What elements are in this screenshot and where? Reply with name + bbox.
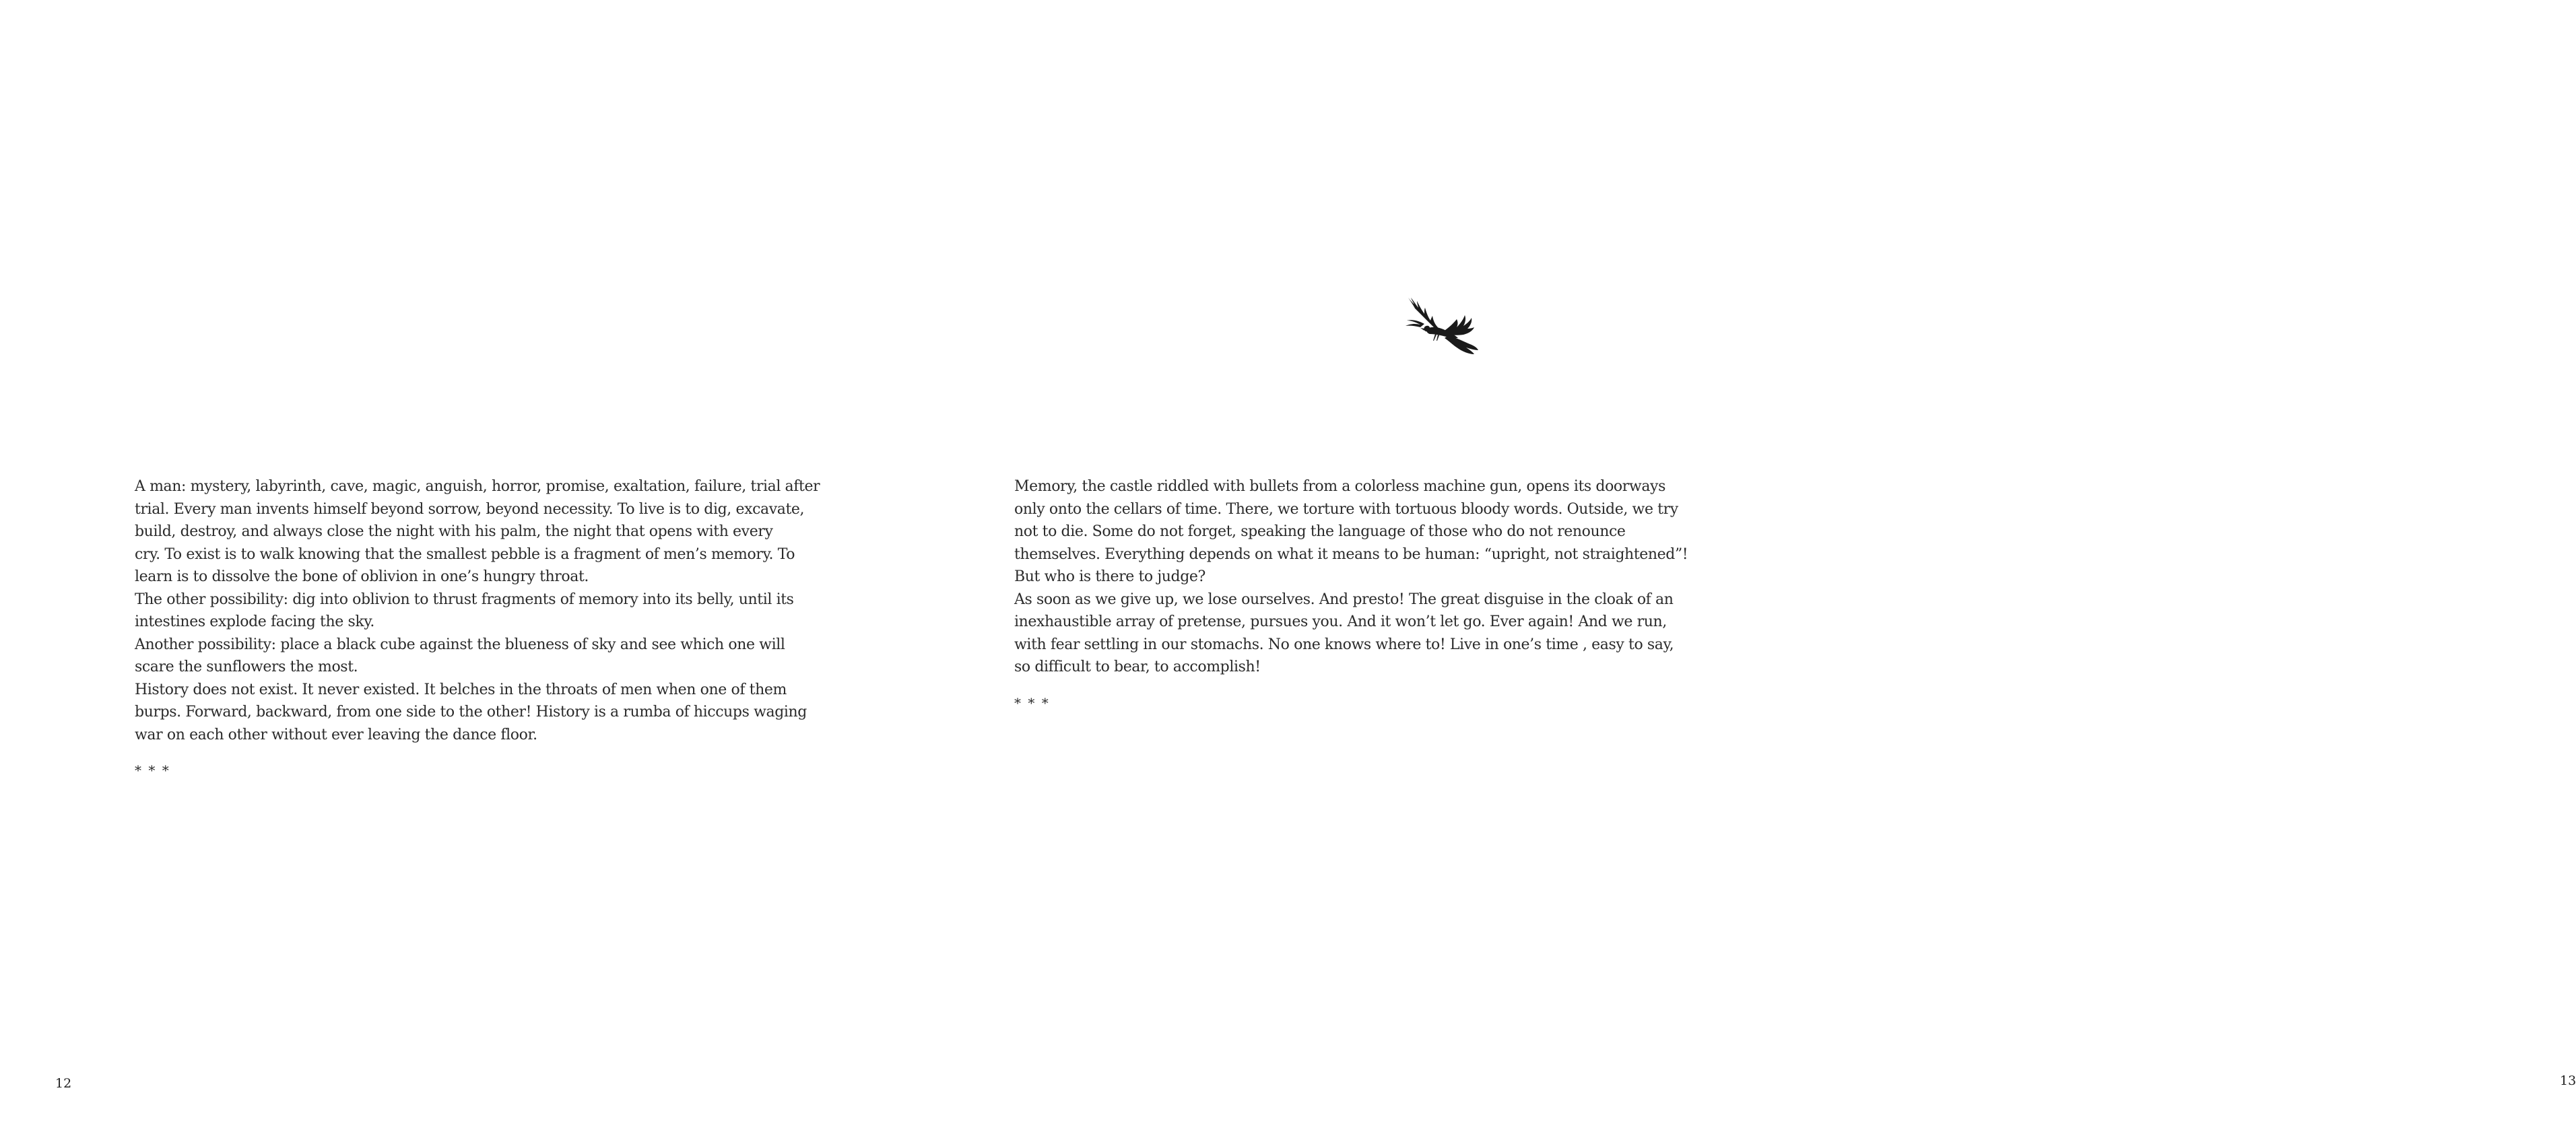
text-line: build, destroy, and always close the night with his palm, the night that opens with every — [135, 523, 773, 540]
text-line: so difficult to bear, to accomplish! — [1014, 659, 1261, 675]
right-page-text — [1014, 475, 1688, 714]
text-line: cry. To exist is to walk knowing that the smallest pebble is a fragment of men’s memory. To — [135, 545, 795, 563]
left-page — [0, 0, 875, 1140]
text-line: The other possibility: dig into oblivion to thrust fragments of memory into its belly, until its — [135, 591, 794, 608]
section-separator: * * * — [1014, 694, 1050, 711]
text-line: trial. Every man invents himself beyond sorrow, beyond necessity. To live is to dig, excavate, — [135, 500, 805, 518]
text-line: Memory, the castle riddled with bullets from a colorless machine gun, opens its doorways — [1014, 478, 1665, 495]
text-line: not to die. Some do not forget, speaking the language of those who do not renounce — [1014, 523, 1626, 540]
text-line: History does not exist. It never existed. It belches in the throats of men when one of them — [135, 681, 787, 698]
text-line: As soon as we give up, we lose ourselves. And presto! The great disguise in the cloak of an — [1014, 591, 1674, 608]
right-page — [875, 0, 2576, 1140]
text-line: war on each other without ever leaving the dance floor. — [135, 726, 537, 743]
text-line: Another possibility: place a black cube against the blueness of sky and see which one will — [135, 636, 785, 653]
text-line: intestines explode facing the sky. — [135, 613, 374, 630]
left-page-text — [135, 475, 820, 782]
text-line: scare the sunflowers the most. — [135, 659, 358, 675]
text-line: But who is there to judge? — [1014, 568, 1206, 585]
page-number: 12 — [55, 1076, 72, 1091]
bird-icon — [1400, 296, 1478, 358]
text-line: A man: mystery, labyrinth, cave, magic, anguish, horror, promise, exaltation, failure, trial after — [135, 478, 820, 495]
page-number: 13 — [2560, 1073, 2576, 1088]
text-line: only onto the cellars of time. There, we torture with tortuous bloody words. Outside, we try — [1014, 500, 1678, 518]
section-separator: * * * — [135, 762, 170, 778]
text-line: burps. Forward, backward, from one side to the other! History is a rumba of hiccups waging — [135, 704, 807, 720]
text-line: themselves. Everything depends on what it means to be human: “upright, not straightened”! — [1014, 545, 1688, 563]
text-line: inexhaustible array of pretense, pursues you. And it won’t let go. Ever again! And we run, — [1014, 613, 1667, 630]
text-line: with fear settling in our stomachs. No one knows where to! Live in one’s time , easy to say, — [1014, 636, 1674, 653]
text-line: learn is to dissolve the bone of oblivion in one’s hungry throat. — [135, 568, 589, 585]
